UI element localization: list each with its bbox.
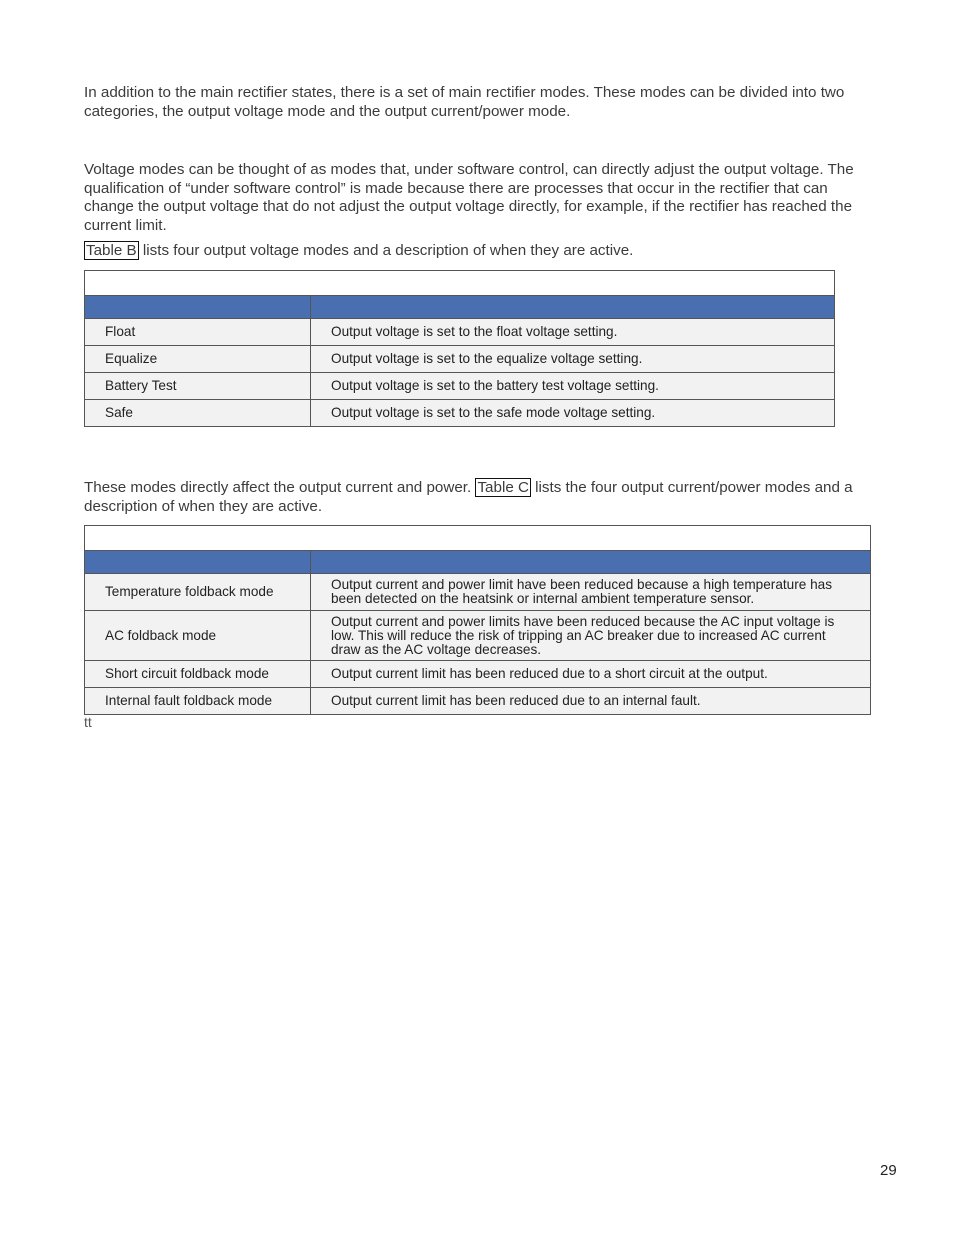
table-b-title-row: [85, 271, 835, 296]
description-cell: Output voltage is set to the battery test voltage setting.: [311, 373, 835, 400]
table-b-reference: [84, 242, 874, 261]
table-b-header-row: [85, 296, 835, 319]
mode-cell: Float: [85, 319, 311, 346]
description-cell: Output current and power limit have been reduced because a high temperature has been detected on the heatsink or internal ambient temperature sensor.: [311, 574, 871, 611]
current-modes-text-before: These modes directly affect the output current and power.: [84, 479, 476, 496]
mode-cell: Safe: [85, 400, 311, 427]
mode-cell: Short circuit foldback mode: [85, 661, 311, 688]
table-row: [85, 346, 835, 373]
description-cell: Output current and power limits have been reduced because the AC input voltage is low. This will reduce the risk of tripping an AC breaker due to increased AC current draw as the AC voltage decreases.: [311, 611, 871, 661]
intro-paragraph: In addition to the main rectifier states, there is a set of main rectifier modes. These modes can be divided into two categories, the output voltage mode and the output current/power mode.: [84, 84, 845, 120]
table-b: [84, 270, 835, 427]
mode-cell: Internal fault foldback mode: [85, 688, 311, 715]
table-c-link[interactable]: Table C: [477, 479, 529, 496]
table-row: [85, 661, 871, 688]
description-cell: Output current limit has been reduced due to a short circuit at the output.: [311, 661, 871, 688]
table-b-reference-text: lists four output voltage modes and a description of when they are active.: [138, 242, 634, 259]
mode-cell: AC foldback mode: [85, 611, 311, 661]
table-row: [85, 319, 835, 346]
current-modes-paragraph: [84, 479, 874, 516]
description-cell: Output voltage is set to the float voltage setting.: [311, 319, 835, 346]
description-cell: Output voltage is set to the safe mode voltage setting.: [311, 400, 835, 427]
table-row: [85, 611, 871, 661]
table-c-title-row: [85, 526, 871, 551]
table-row: [85, 373, 835, 400]
table-c-header-row: [85, 551, 871, 574]
table-row: [85, 400, 835, 427]
current-modes-text-after: lists the four output current/power modes and a description of when they are active.: [84, 479, 853, 515]
description-cell: Output current limit has been reduced due to an internal fault.: [311, 688, 871, 715]
stray-text: tt: [84, 714, 92, 730]
table-c: [84, 525, 871, 715]
voltage-modes-paragraph: Voltage modes can be thought of as modes that, under software control, can directly adjust the output voltage. The qualification of “under software control” is made because there are processes that occur in the rectifier that can change the output voltage that do not adjust the output voltage directly, for example, if the rectifier has reached the current limit.: [84, 161, 854, 234]
mode-cell: Battery Test: [85, 373, 311, 400]
mode-cell: Temperature foldback mode: [85, 574, 311, 611]
table-row: [85, 574, 871, 611]
mode-cell: Equalize: [85, 346, 311, 373]
table-row: [85, 688, 871, 715]
table-b-link[interactable]: Table B: [86, 242, 137, 259]
description-cell: Output voltage is set to the equalize voltage setting.: [311, 346, 835, 373]
page-number: 29: [880, 1162, 897, 1179]
